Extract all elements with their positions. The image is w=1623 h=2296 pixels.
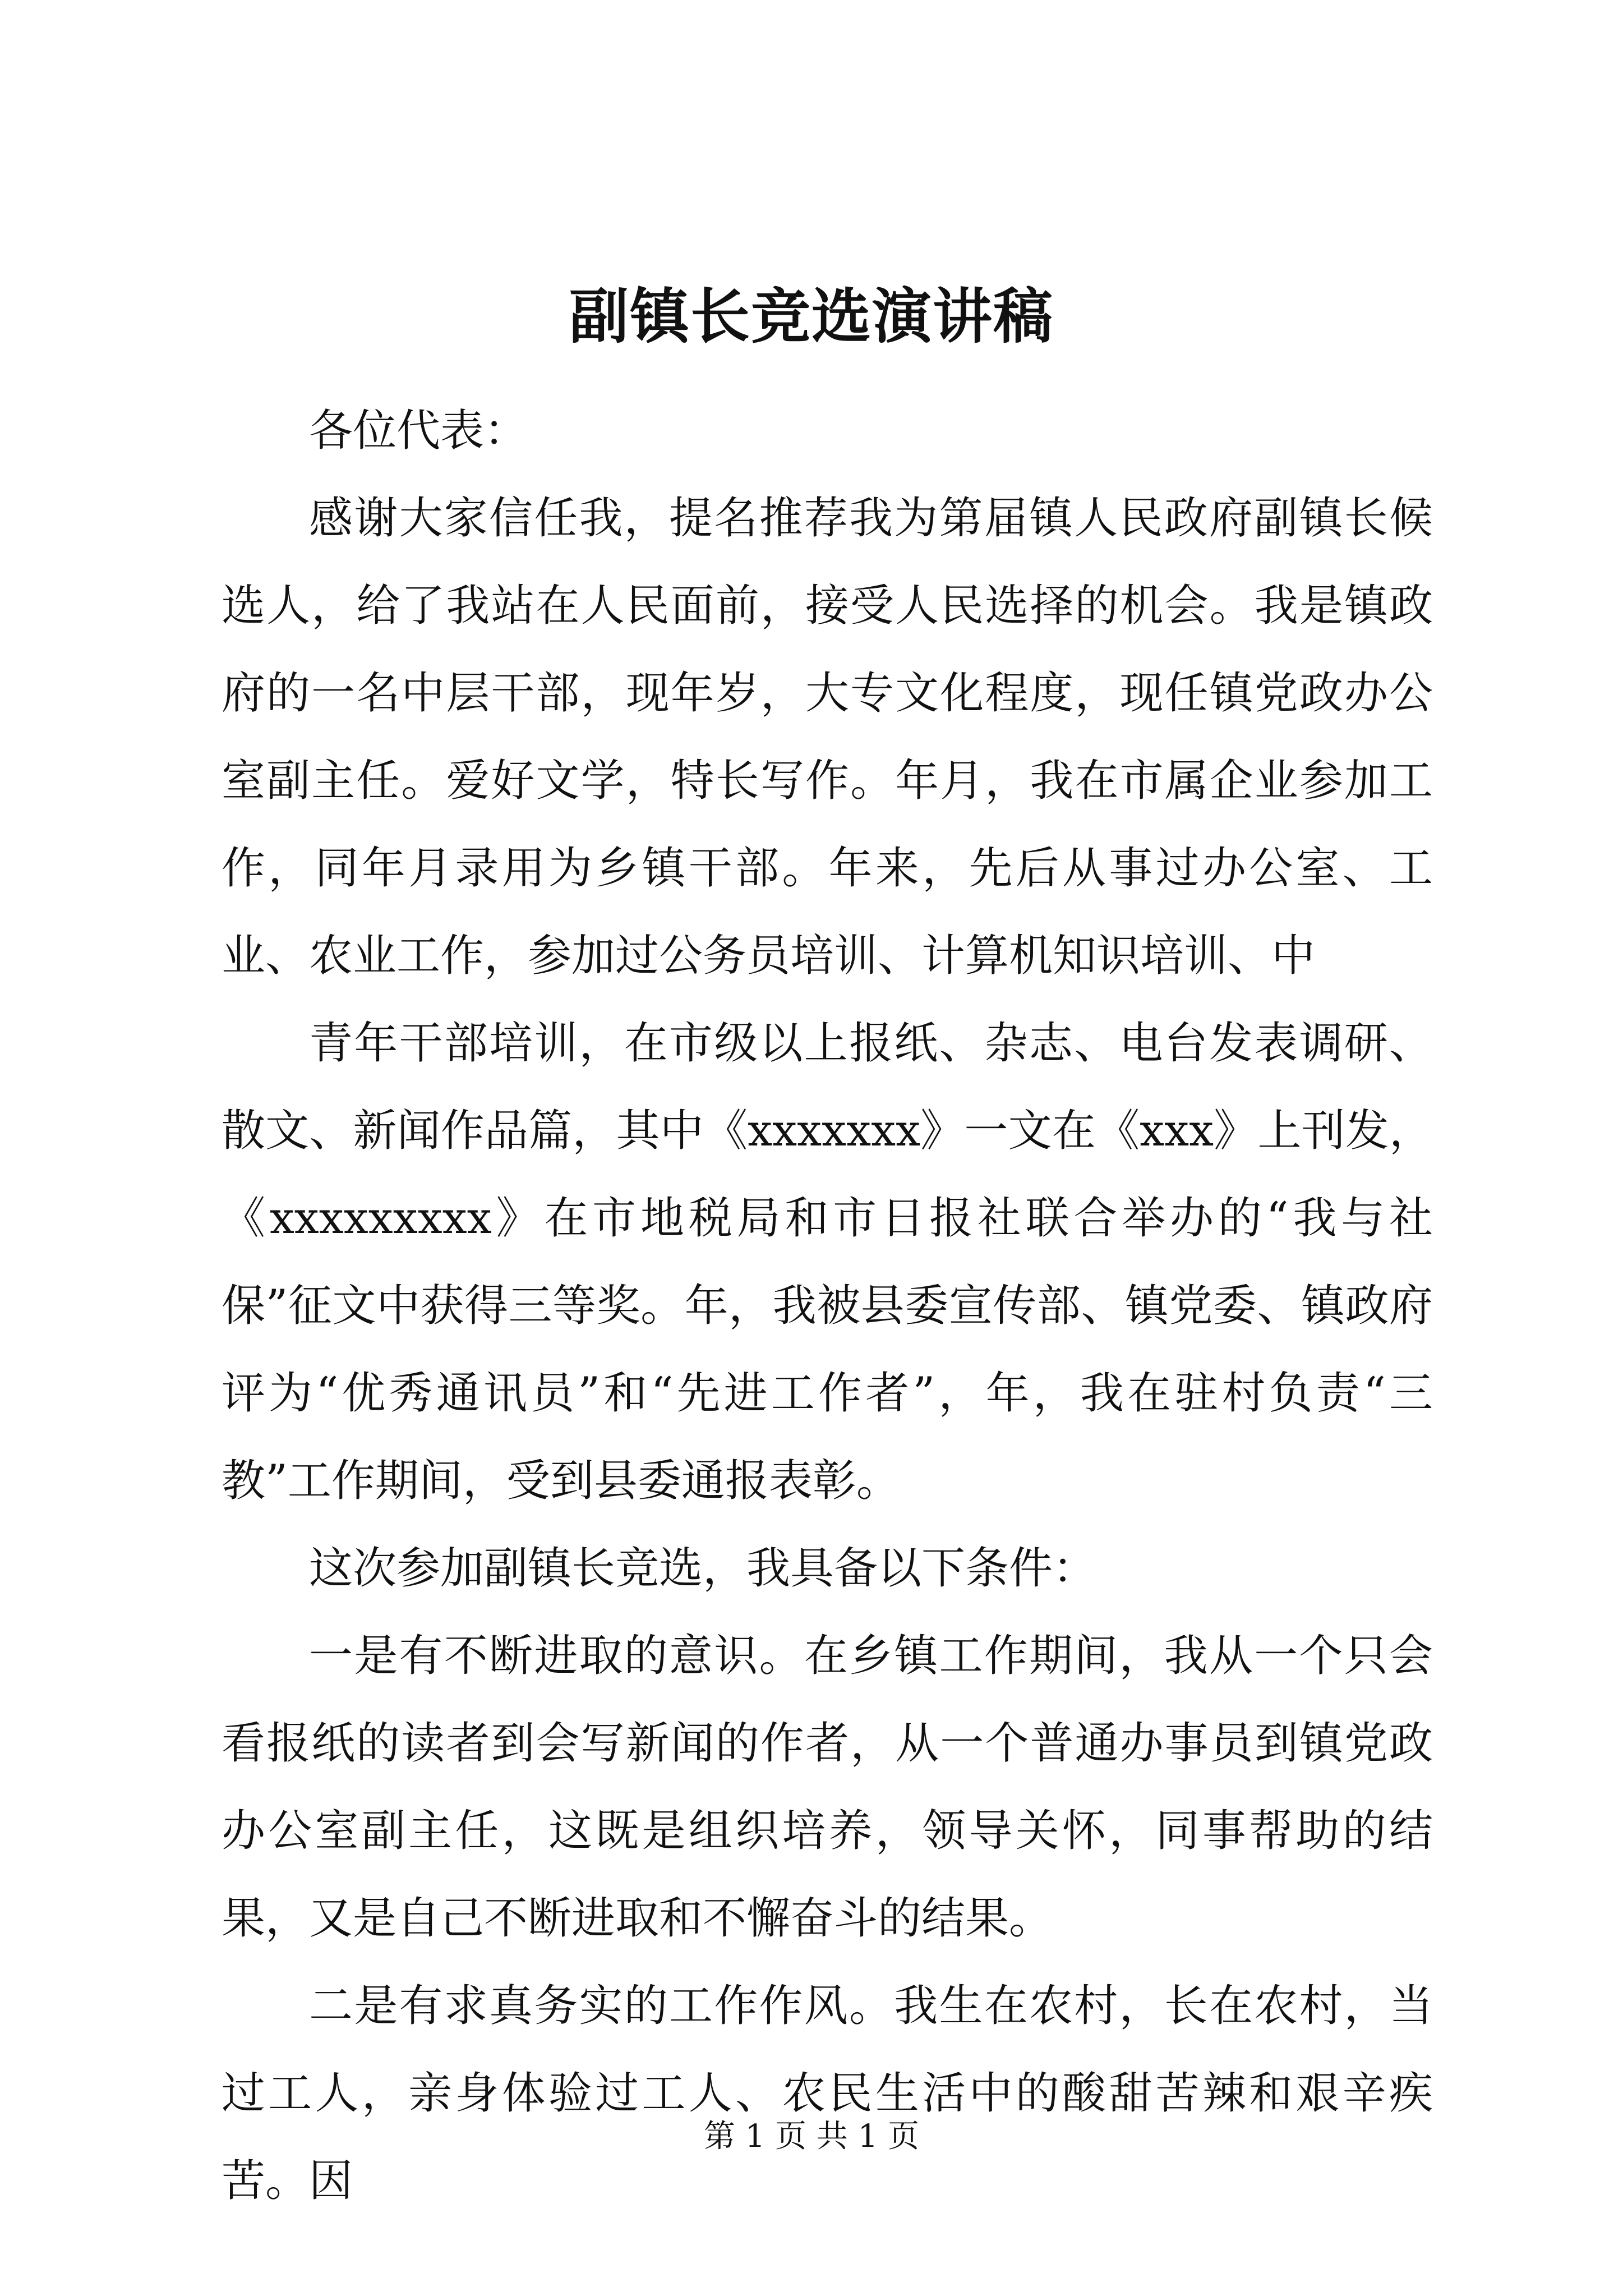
paragraph-condition-two: 二是有求真务实的工作作风。我生在农村，长在农村，当过工人，亲身体验过工人、农民生活中的酸甜苦辣和艰辛疾苦。因	[222, 1981, 1433, 2206]
paragraph-introduction: 感谢大家信任我，提名推荐我为第届镇人民政府副镇长候选人，给了我站在人民面前，接受人民选择的机会。我是镇政府的一名中层干部，现年岁，大专文化程度，现任镇党政办公室副主任。爱好文学，特长写作。年月，我在市属企业参加工作，同年月录用为乡镇干部。年来，先后从事过办公室、工业、农业工作，参加过公务员培训、计算机知识培训、中	[222, 493, 1433, 981]
document-title: 副镇长竞选演讲稿	[569, 281, 1054, 351]
paragraph-salutation: 各位代表：	[309, 406, 528, 456]
paragraph-condition-one: 一是有不断进取的意识。在乡镇工作期间，我从一个只会看报纸的读者到会写新闻的作者，从一个普通办事员到镇党政办公室副主任，这既是组织培养，领导关怀，同事帮助的结果，又是自己不断进取和不懈奋斗的结果。	[222, 1631, 1433, 1944]
paragraph-achievements: 青年干部培训，在市级以上报纸、杂志、电台发表调研、散文、新闻作品篇，其中《xxxxxxx》一文在《xxx》上刊发，《xxxxxxxxx》在市地税局和市日报社联合举办的“我与社保”征文中获得三等奖。年，我被县委宣传部、镇党委、镇政府评为“优秀通讯员”和“先进工作者”，年，我在驻村负责“三教”工作期间，受到县委通报表彰。	[222, 1018, 1433, 1506]
page-number-footer: 第 1 页 共 1 页	[703, 2118, 920, 2155]
document-body	[222, 387, 1433, 2225]
paragraph-conditions-intro: 这次参加副镇长竞选，我具备以下条件：	[309, 1543, 1097, 1594]
